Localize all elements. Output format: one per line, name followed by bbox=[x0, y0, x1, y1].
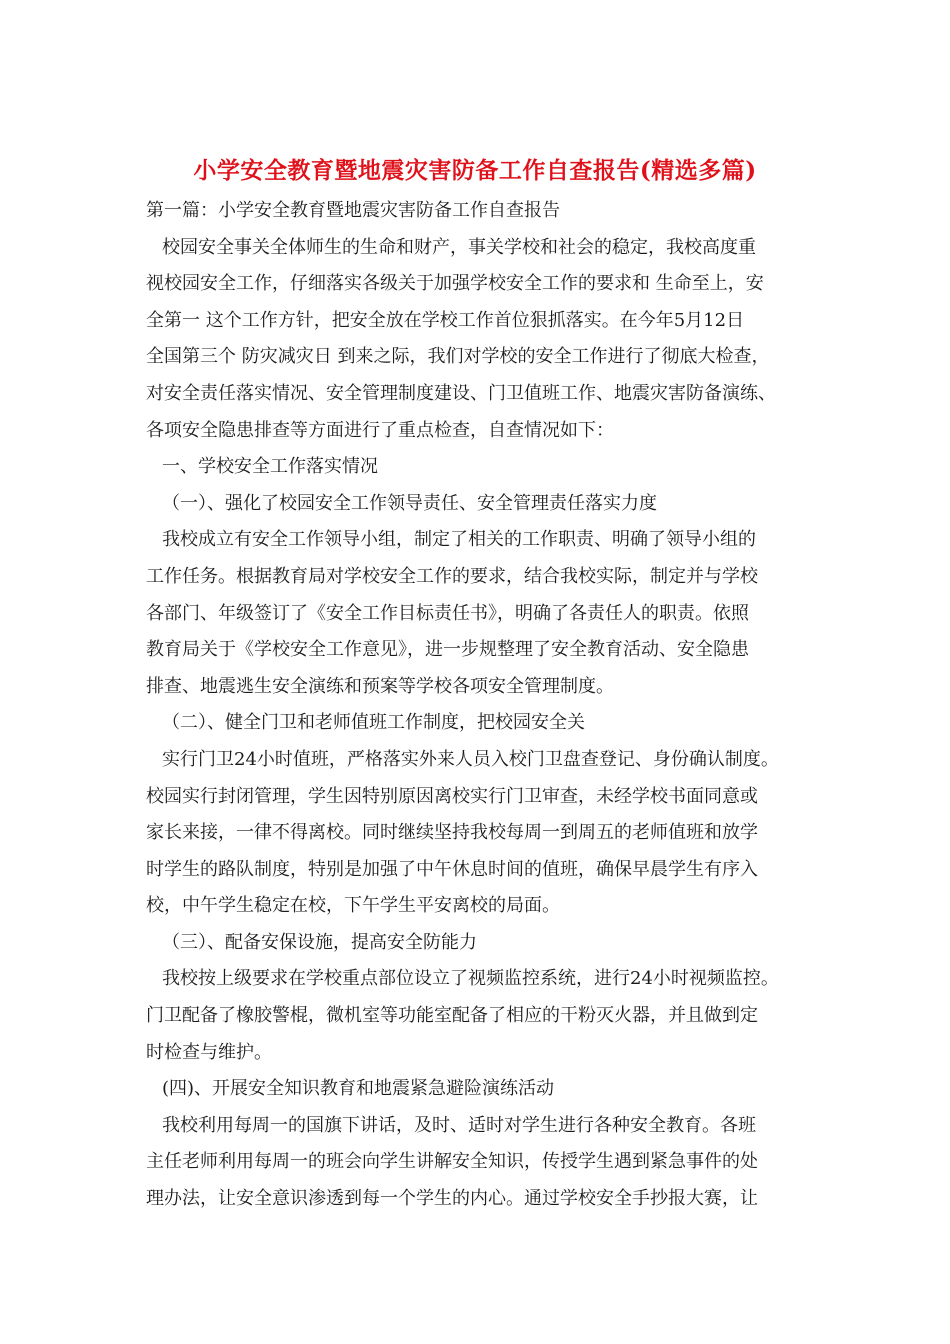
paragraph-line: 对安全责任落实情况、安全管理制度建设、门卫值班工作、地震灾害防备演练、 bbox=[146, 382, 776, 404]
subheading: （二）、健全门卫和老师值班工作制度，把校园安全关 bbox=[162, 712, 585, 734]
section-heading: 第一篇：小学安全教育暨地震灾害防备工作自查报告 bbox=[146, 200, 560, 221]
paragraph-line: 视校园安全工作，仔细落实各级关于加强学校安全工作的要求和 生命至上，安 bbox=[146, 273, 764, 295]
paragraph-line: 校园实行封闭管理，学生因特别原因离校实行门卫审查，未经学校书面同意或 bbox=[146, 785, 758, 807]
paragraph-line: 教育局关于《学校安全工作意见》，进一步规整理了安全教育活动、安全隐患 bbox=[146, 639, 749, 661]
subheading: 一、学校安全工作落实情况 bbox=[162, 456, 378, 478]
paragraph-line: 各部门、年级签订了《安全工作目标责任书》，明确了各责任人的职责。依照 bbox=[146, 602, 749, 624]
paragraph-line: 排查、地震逃生安全演练和预案等学校各项安全管理制度。 bbox=[146, 675, 614, 697]
paragraph-line: 主任老师利用每周一的班会向学生讲解安全知识，传授学生遇到紧急事件的处 bbox=[146, 1151, 758, 1173]
paragraph-line: 全国第三个 防灾减灾日 到来之际，我们对学校的安全工作进行了彻底大检查， bbox=[146, 346, 770, 368]
paragraph-line: 校，中午学生稳定在校，下午学生平安离校的局面。 bbox=[146, 895, 560, 917]
paragraph-line: 门卫配备了橡胶警棍，微机室等功能室配备了相应的干粉灭火器，并且做到定 bbox=[146, 1005, 758, 1027]
document-title: 小学安全教育暨地震灾害防备工作自查报告(精选多篇) bbox=[193, 157, 757, 184]
paragraph-line: 我校利用每周一的国旗下讲话，及时、适时对学生进行各种安全教育。各班 bbox=[162, 1114, 756, 1136]
paragraph-line: 校园安全事关全体师生的生命和财产，事关学校和社会的稳定，我校高度重 bbox=[162, 236, 756, 258]
paragraph-line: 时检查与维护。 bbox=[146, 1041, 272, 1063]
paragraph-line: 我校成立有安全工作领导小组，制定了相关的工作职责、明确了领导小组的 bbox=[162, 529, 756, 551]
paragraph-line: 家长来接，一律不得离校。同时继续坚持我校每周一到周五的老师值班和放学 bbox=[146, 822, 758, 844]
paragraph-line: 各项安全隐患排查等方面进行了重点检查，自查情况如下： bbox=[146, 419, 614, 441]
subheading: (四)、开展安全知识教育和地震紧急避险演练活动 bbox=[162, 1078, 555, 1100]
paragraph-line: 全第一 这个工作方针，把安全放在学校工作首位狠抓落实。在今年5月12日 bbox=[146, 309, 745, 331]
paragraph-line: 工作任务。根据教育局对学校安全工作的要求，结合我校实际，制定并与学校 bbox=[146, 565, 758, 587]
subheading: （三）、配备安保设施，提高安全防能力 bbox=[162, 931, 477, 953]
paragraph-line: 时学生的路队制度，特别是加强了中午休息时间的值班，确保早晨学生有序入 bbox=[146, 858, 758, 880]
document-body bbox=[146, 198, 826, 1223]
subheading: （一）、强化了校园安全工作领导责任、安全管理责任落实力度 bbox=[162, 492, 657, 514]
paragraph-line: 理办法，让安全意识渗透到每一个学生的内心。通过学校安全手抄报大赛，让 bbox=[146, 1188, 758, 1210]
paragraph-line: 实行门卫24小时值班，严格落实外来人员入校门卫盘查登记、身份确认制度。 bbox=[162, 748, 779, 770]
paragraph-line: 我校按上级要求在学校重点部位设立了视频监控系统，进行24小时视频监控。 bbox=[162, 968, 779, 990]
